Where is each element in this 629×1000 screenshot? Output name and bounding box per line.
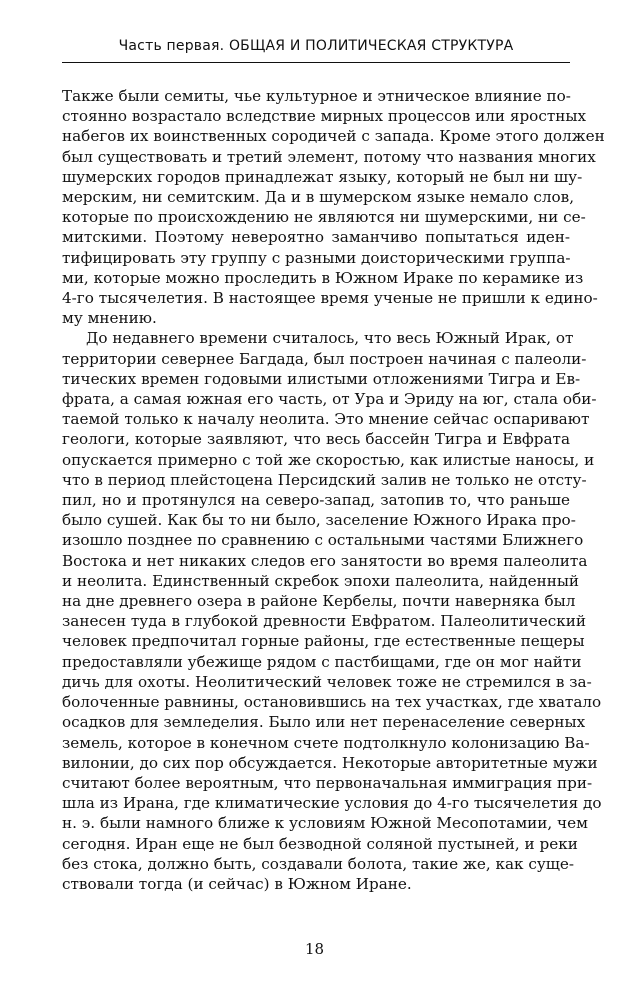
text-line: ствовали тогда (и сейчас) в Южном Иране. xyxy=(62,874,412,893)
page-number: 18 xyxy=(304,940,325,958)
text-line: тифицировать эту группу с разными доисторическими группа- xyxy=(62,248,571,267)
text-line: До недавнего времени считалось, что весь Южный Ирак, от xyxy=(86,329,574,348)
text-line: опускается примерно с той же скоростью, как илистые наносы, и xyxy=(62,450,595,469)
text-line: вилонии, до сих пор обсуждается. Некоторые авторитетные мужи xyxy=(62,753,598,772)
text-line: болоченные равнины, остановившись на тех участках, где хватало xyxy=(62,693,602,712)
text-line: шла из Ирана, где климатические условия до 4-го тысячелетия до xyxy=(62,794,602,813)
text-line: на дне древнего озера в районе Кербелы, почти наверняка был xyxy=(62,592,576,611)
text-line: геологи, которые заявляют, что весь бассейн Тигра и Евфрата xyxy=(62,430,570,449)
text-line: му мнению. xyxy=(62,309,157,328)
running-head: Часть первая. ОБЩАЯ И ПОЛИТИЧЕСКАЯ СТРУКТУРА xyxy=(118,38,514,54)
body-text xyxy=(62,86,605,894)
text-line: предоставляли убежище рядом с пастбищами, где он мог найти xyxy=(62,652,582,671)
text-line: мерским, ни семитским. Да и в шумерском языке немало слов, xyxy=(62,188,575,207)
text-line: занесен туда в глубокой древности Евфратом. Палеолитический xyxy=(62,612,586,631)
text-line: которые по происхождению не являются ни шумерскими, ни се- xyxy=(62,208,586,227)
paragraph xyxy=(62,328,602,894)
text-line: изошло позднее по сравнению с остальными частями Ближнего xyxy=(62,531,584,550)
text-line: считают более вероятным, что первоначальная иммиграция при- xyxy=(62,773,593,792)
header-rule xyxy=(62,62,570,63)
text-line: было сушей. Как бы то ни было, заселение Южного Ирака про- xyxy=(62,511,576,530)
text-line: осадков для земледелия. Было или нет перенаселение северных xyxy=(62,713,586,732)
text-line: тических времен годовыми илистыми отложениями Тигра и Ев- xyxy=(62,369,581,388)
text-line: без стока, должно быть, создавали болота, такие же, как суще- xyxy=(62,854,575,873)
text-line: что в период плейстоцена Персидский залив не только не отсту- xyxy=(62,470,587,489)
text-line: Также были семиты, чье культурное и этническое влияние по- xyxy=(62,87,571,105)
text-line: пил, но и протянулся на северо-запад, затопив то, что раньше xyxy=(62,491,570,510)
text-line: митскими. Поэтому невероятно заманчиво попытаться иден- xyxy=(62,228,570,247)
text-line: и неолита. Единственный скребок эпохи палеолита, найденный xyxy=(62,571,580,590)
text-line: человек предпочитал горные районы, где естественные пещеры xyxy=(62,632,585,651)
text-line: земель, которое в конечном счете подтолкнуло колонизацию Ва- xyxy=(62,733,590,752)
text-line: Востока и нет никаких следов его занятости во время палеолита xyxy=(62,551,588,570)
text-line: дичь для охоты. Неолитический человек тоже не стремился в за- xyxy=(62,672,592,691)
text-line: н. э. были намного ближе к условиям Южной Месопотамии, чем xyxy=(62,814,588,833)
text-line: сегодня. Иран еще не был безводной соляной пустыней, и реки xyxy=(62,834,578,853)
paragraph xyxy=(62,86,605,328)
text-line: шумерских городов принадлежат языку, который не был ни шу- xyxy=(62,167,583,186)
text-line: 4-го тысячелетия. В настоящее время ученые не пришли к едино- xyxy=(62,289,598,308)
text-line: фрата, а самая южная его часть, от Ура и Эриду на юг, стала оби- xyxy=(62,390,597,409)
text-line: территории севернее Багдада, был построен начиная с палеоли- xyxy=(62,349,587,368)
text-line: таемой только к началу неолита. Это мнение сейчас оспаривают xyxy=(62,410,590,429)
text-line: был существовать и третий элемент, потому что названия многих xyxy=(62,147,596,166)
text-line: стоянно возрастало вследствие мирных процессов или яростных xyxy=(62,107,587,126)
text-line: ми, которые можно проследить в Южном Ираке по керамике из xyxy=(62,268,584,287)
text-line: набегов их воинственных сородичей с запада. Кроме этого должен xyxy=(62,127,605,146)
